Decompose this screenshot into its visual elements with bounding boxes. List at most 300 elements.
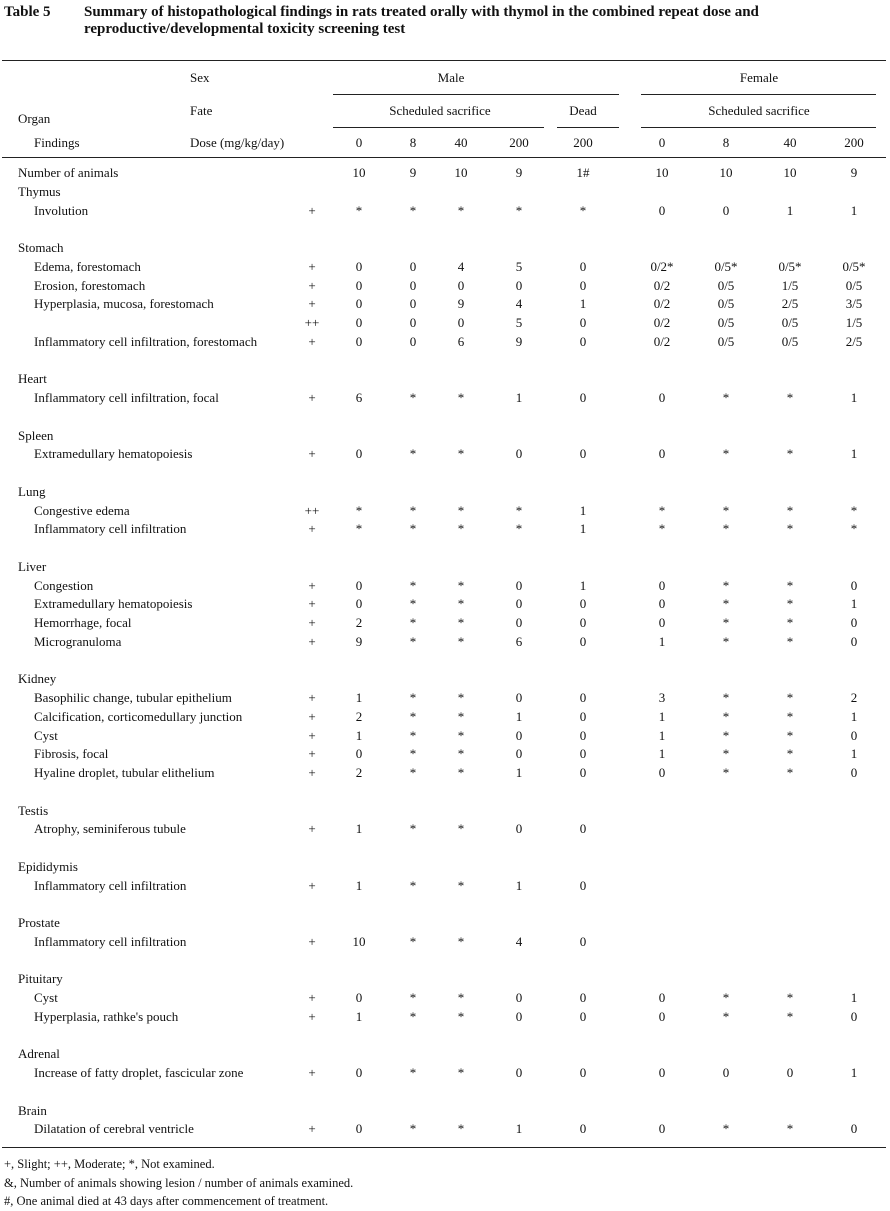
value-cell: * [786, 502, 794, 518]
finding-row [0, 595, 890, 614]
value-cell: 0 [409, 296, 417, 312]
finding-row [0, 989, 890, 1008]
value-cell: * [515, 202, 523, 218]
finding-label: Calcification, corticomedullary junction [34, 708, 243, 724]
grade-cell: + [308, 615, 316, 630]
organ-row [0, 239, 890, 258]
header-sex: Sex [190, 70, 210, 85]
value-cell: 0 [579, 765, 587, 780]
finding-label: Congestion [34, 577, 94, 593]
value-cell: * [355, 502, 363, 518]
finding-row [0, 258, 890, 277]
value-cell: * [722, 577, 730, 593]
value-cell: 1 [355, 690, 363, 705]
value-cell: * [579, 202, 587, 218]
value-cell: 2 [355, 615, 363, 630]
value-cell: 0 [658, 577, 666, 593]
finding-label: Hyperplasia, rathke's pouch [34, 1008, 179, 1024]
organ-label: Brain [18, 1102, 47, 1118]
value-cell: 0 [658, 1008, 666, 1024]
value-cell: * [786, 615, 794, 630]
value-cell: 0 [409, 315, 417, 330]
organ-row [0, 802, 890, 821]
value-cell: * [786, 390, 794, 405]
value-cell: * [515, 521, 523, 537]
finding-row [0, 745, 890, 764]
value-cell: 1 [579, 577, 587, 593]
grade-cell: + [308, 877, 316, 893]
value-cell: * [722, 727, 730, 743]
value-cell: 0/5 [717, 296, 735, 312]
value-cell: 0 [355, 333, 363, 349]
value-cell: 0 [850, 1121, 858, 1137]
value-cell: 0 [409, 277, 417, 293]
value-cell: * [786, 596, 794, 612]
value-cell: 0 [409, 258, 417, 274]
value-cell: * [722, 615, 730, 630]
organ-row [0, 670, 890, 689]
finding-label: Edema, forestomach [34, 258, 141, 274]
value-cell: 0 [515, 577, 523, 593]
finding-label: Fibrosis, focal [34, 746, 109, 762]
grade-cell: + [308, 765, 316, 780]
grade-cell: + [308, 1121, 316, 1137]
grade-cell: + [308, 1008, 316, 1024]
spacer-row [0, 952, 890, 971]
value-cell: 0 [850, 765, 858, 780]
value-cell: 0 [579, 446, 587, 462]
finding-label: Inflammatory cell infiltration [34, 877, 187, 893]
finding-row [0, 689, 890, 708]
value-cell: * [409, 202, 417, 218]
value-cell: 0 [457, 277, 465, 293]
finding-row [0, 633, 890, 652]
value-cell: 0 [515, 821, 523, 837]
organ-row [0, 370, 890, 389]
value-cell: * [850, 521, 858, 537]
organ-row [0, 1102, 890, 1121]
value-cell: * [786, 765, 794, 780]
value-cell: 0 [579, 821, 587, 837]
finding-label: Hyperplasia, mucosa, forestomach [34, 296, 214, 312]
grade-cell: + [308, 633, 316, 649]
value-cell: 0 [355, 258, 363, 274]
organ-row [0, 164, 890, 183]
scheduled-female-rule [641, 127, 876, 128]
finding-label: Cyst [34, 727, 58, 743]
value-cell: * [786, 446, 794, 462]
value-cell: * [355, 202, 363, 218]
organ-label: Adrenal [18, 1046, 60, 1062]
value-cell: 0/5* [714, 258, 738, 274]
organ-label: Epididymis [18, 858, 78, 874]
value-cell: 0/2* [650, 258, 674, 274]
value-cell: * [457, 990, 465, 1005]
value-cell: 0 [658, 615, 666, 630]
finding-row [0, 1064, 890, 1083]
value-cell: * [722, 990, 730, 1005]
value-cell: * [722, 521, 730, 537]
finding-row [0, 1120, 890, 1139]
value-cell: 0 [355, 577, 363, 593]
value-cell: 0/5 [717, 315, 735, 330]
finding-label: Inflammatory cell infiltration, forestomach [34, 333, 258, 349]
value-cell: * [409, 1065, 417, 1080]
value-cell: 0 [850, 577, 858, 593]
value-cell: * [409, 990, 417, 1005]
value-cell: 0 [579, 277, 587, 293]
header-scheduled-female: Scheduled sacrifice [708, 103, 810, 118]
value-cell: 0 [355, 315, 363, 330]
header-dead: Dead [569, 103, 597, 118]
value-cell: * [457, 708, 465, 724]
value-cell: * [722, 690, 730, 705]
value-cell: * [786, 1008, 794, 1024]
finding-row [0, 933, 890, 952]
value-cell: 0 [515, 727, 523, 743]
value-cell: 0 [658, 765, 666, 780]
grade-cell: ++ [304, 315, 320, 330]
value-cell: 1 [658, 727, 666, 743]
value-cell: 10 [454, 165, 468, 180]
value-cell: 0 [355, 446, 363, 462]
header-findings: Findings [34, 135, 80, 150]
grade-cell: + [308, 821, 316, 837]
value-cell: * [409, 708, 417, 724]
value-cell: * [409, 633, 417, 649]
value-cell: 1/5 [781, 277, 799, 293]
value-cell: * [457, 202, 465, 218]
value-cell: 0 [658, 446, 666, 462]
value-cell: 0 [579, 596, 587, 612]
value-cell: 0/5 [781, 333, 799, 349]
value-cell: * [409, 502, 417, 518]
value-cell: 0 [355, 296, 363, 312]
spacer-row [0, 408, 890, 427]
value-cell: * [786, 577, 794, 593]
organ-label: Liver [18, 558, 47, 574]
value-cell: 1 [515, 390, 523, 405]
grade-cell: + [308, 933, 316, 949]
value-cell: 1 [658, 746, 666, 762]
value-cell: 6 [457, 333, 465, 349]
value-cell: * [722, 708, 730, 724]
spacer-row [0, 464, 890, 483]
value-cell: 5 [515, 258, 523, 274]
value-cell: * [786, 633, 794, 649]
value-cell: * [658, 521, 666, 537]
value-cell: 1 [850, 708, 858, 724]
value-cell: * [457, 446, 465, 462]
finding-row [0, 314, 890, 333]
value-cell: 4 [515, 933, 523, 949]
table-label: Table 5 [4, 4, 51, 20]
value-cell: * [457, 633, 465, 649]
value-cell: * [722, 765, 730, 780]
finding-row [0, 277, 890, 296]
organ-label: Prostate [18, 915, 60, 930]
value-cell: 0/5 [717, 333, 735, 349]
value-cell: * [722, 1008, 730, 1024]
value-cell: 1 [658, 708, 666, 724]
finding-label: Dilatation of cerebral ventricle [34, 1121, 194, 1137]
value-cell: 2/5 [781, 296, 799, 312]
grade-cell: + [308, 1065, 316, 1080]
value-cell: 9 [409, 165, 417, 180]
value-cell: 4 [515, 296, 523, 312]
value-cell: 0/2 [653, 296, 671, 312]
spacer-row [0, 783, 890, 802]
value-cell: * [457, 690, 465, 705]
value-cell: 0 [457, 315, 465, 330]
dose-male-8: 8 [409, 135, 417, 150]
value-cell: 1 [515, 765, 523, 780]
finding-row [0, 502, 890, 521]
value-cell: 0 [579, 315, 587, 330]
grade-cell: + [308, 446, 316, 462]
value-cell: 0 [658, 1065, 666, 1080]
value-cell: * [786, 708, 794, 724]
value-cell: 1/5 [845, 315, 863, 330]
value-cell: 2 [355, 708, 363, 724]
value-cell: * [409, 521, 417, 537]
value-cell: * [355, 521, 363, 537]
value-cell: 0 [722, 1065, 730, 1080]
organ-row [0, 427, 890, 446]
value-cell: 4 [457, 258, 465, 274]
value-cell: * [409, 446, 417, 462]
value-cell: 0/5* [778, 258, 802, 274]
value-cell: 1# [576, 165, 590, 180]
spacer-row [0, 652, 890, 671]
value-cell: 0 [850, 615, 858, 630]
value-cell: 5 [515, 315, 523, 330]
value-cell: 0/2 [653, 277, 671, 293]
value-cell: 9 [515, 165, 523, 180]
value-cell: * [409, 1121, 417, 1137]
dose-female-8: 8 [722, 135, 730, 150]
value-cell: 1 [579, 502, 587, 518]
organ-label: Thymus [18, 183, 61, 199]
organ-row [0, 1045, 890, 1064]
finding-row [0, 577, 890, 596]
value-cell: 0 [658, 202, 666, 218]
grade-cell: + [308, 258, 316, 274]
finding-row [0, 202, 890, 221]
table-body [0, 164, 890, 1139]
grade-cell: + [308, 296, 316, 312]
value-cell: 0 [355, 990, 363, 1005]
organ-row [0, 483, 890, 502]
grade-cell: + [308, 990, 316, 1005]
value-cell: 1 [850, 990, 858, 1005]
value-cell: * [409, 390, 417, 405]
finding-row [0, 295, 890, 314]
value-cell: * [457, 727, 465, 743]
grade-cell: + [308, 727, 316, 743]
grade-cell: + [308, 746, 316, 762]
value-cell: 9 [355, 633, 363, 649]
value-cell: 0 [658, 990, 666, 1005]
value-cell: 0 [658, 596, 666, 612]
finding-label: Increase of fatty droplet, fascicular zone [34, 1065, 244, 1080]
value-cell: 1 [850, 596, 858, 612]
dead-rule [557, 127, 619, 128]
footnote: &, Number of animals showing lesion / number of animals examined. [4, 1175, 354, 1190]
value-cell: * [722, 633, 730, 649]
value-cell: 1 [515, 1121, 523, 1137]
grade-cell: + [308, 596, 316, 612]
value-cell: 0 [579, 877, 587, 893]
value-cell: * [722, 390, 730, 405]
finding-row [0, 764, 890, 783]
finding-label: Inflammatory cell infiltration, focal [34, 390, 219, 405]
header-bottom-rule [2, 157, 886, 158]
value-cell: 0 [409, 333, 417, 349]
finding-label: Microgranuloma [34, 633, 122, 649]
spacer-row [0, 839, 890, 858]
organ-row [0, 858, 890, 877]
value-cell: * [409, 690, 417, 705]
value-cell: 9 [850, 165, 858, 180]
finding-label: Cyst [34, 990, 58, 1005]
spacer-row [0, 220, 890, 239]
value-cell: 0 [515, 277, 523, 293]
value-cell: 1 [515, 708, 523, 724]
finding-row [0, 820, 890, 839]
finding-row [0, 614, 890, 633]
value-cell: 0 [850, 1008, 858, 1024]
grade-cell: + [308, 577, 316, 593]
footnote: +, Slight; ++, Moderate; *, Not examined. [4, 1157, 215, 1171]
value-cell: * [457, 390, 465, 405]
footnotes [4, 1155, 353, 1211]
value-cell: 0 [579, 333, 587, 349]
header-organ: Organ [18, 111, 51, 126]
footnote: #, One animal died at 43 days after commencement of treatment. [4, 1194, 329, 1208]
finding-label: Hemorrhage, focal [34, 615, 132, 630]
value-cell: * [722, 746, 730, 762]
spacer-row [0, 1083, 890, 1102]
value-cell: * [409, 821, 417, 837]
value-cell: * [409, 1008, 417, 1024]
value-cell: 1 [786, 202, 794, 218]
value-cell: 10 [719, 165, 733, 180]
dose-female-200: 200 [844, 135, 864, 150]
value-cell: 0 [579, 990, 587, 1005]
organ-label: Stomach [18, 240, 64, 255]
organ-row [0, 970, 890, 989]
value-cell: * [457, 577, 465, 593]
value-cell: * [457, 1008, 465, 1024]
header-fate: Fate [190, 103, 213, 118]
value-cell: 6 [355, 390, 363, 405]
value-cell: * [409, 615, 417, 630]
value-cell: * [457, 1065, 465, 1080]
value-cell: * [409, 746, 417, 762]
finding-row [0, 333, 890, 352]
value-cell: * [457, 1121, 465, 1137]
value-cell: 0 [579, 615, 587, 630]
finding-label: Inflammatory cell infiltration [34, 933, 187, 949]
value-cell: 0 [786, 1065, 794, 1080]
value-cell: * [457, 615, 465, 630]
dose-female-0: 0 [658, 135, 666, 150]
dose-male-40: 40 [454, 135, 468, 150]
grade-cell: + [308, 390, 316, 405]
scheduled-male-rule [333, 127, 544, 128]
value-cell: * [722, 502, 730, 518]
value-cell: 0 [515, 746, 523, 762]
spacer-row [0, 895, 890, 914]
value-cell: 1 [355, 1008, 363, 1024]
value-cell: 0 [515, 596, 523, 612]
value-cell: 10 [783, 165, 797, 180]
value-cell: * [850, 502, 858, 518]
value-cell: 0 [515, 615, 523, 630]
dose-male-200: 200 [509, 135, 529, 150]
value-cell: 0 [355, 746, 363, 762]
value-cell: 0 [579, 390, 587, 405]
grade-cell: + [308, 202, 316, 218]
value-cell: * [457, 933, 465, 949]
value-cell: 1 [850, 446, 858, 462]
value-cell: 3 [658, 690, 666, 705]
value-cell: 0/2 [653, 315, 671, 330]
finding-label: Atrophy, seminiferous tubule [34, 821, 186, 837]
value-cell: 1 [355, 821, 363, 837]
grade-cell: + [308, 521, 316, 537]
value-cell: 1 [850, 746, 858, 762]
value-cell: * [786, 521, 794, 537]
male-span-rule [333, 94, 619, 95]
organ-row [0, 914, 890, 933]
value-cell: 2 [355, 765, 363, 780]
value-cell: 0 [579, 690, 587, 705]
grade-cell: + [308, 690, 316, 705]
value-cell: 1 [579, 521, 587, 537]
value-cell: 0 [515, 446, 523, 462]
value-cell: * [722, 446, 730, 462]
value-cell: 2 [850, 690, 858, 705]
value-cell: 1 [850, 1065, 858, 1080]
organ-row [0, 183, 890, 202]
value-cell: 0 [579, 933, 587, 949]
value-cell: 0 [515, 690, 523, 705]
female-span-rule [641, 94, 876, 95]
value-cell: 9 [457, 296, 465, 312]
value-cell: 0/2 [653, 333, 671, 349]
value-cell: 1 [850, 202, 858, 218]
spacer-row [0, 539, 890, 558]
organ-label: Pituitary [18, 971, 63, 987]
value-cell: 1 [579, 296, 587, 312]
finding-label: Inflammatory cell infiltration [34, 521, 187, 537]
finding-label: Extramedullary hematopoiesis [34, 446, 193, 462]
value-cell: 3/5 [845, 296, 863, 312]
value-cell: 0/5 [717, 277, 735, 293]
header-dose: Dose (mg/kg/day) [190, 135, 285, 150]
value-cell: * [409, 596, 417, 612]
finding-row [0, 727, 890, 746]
value-cell: 0 [579, 1065, 587, 1080]
value-cell: * [457, 521, 465, 537]
value-cell: 1 [850, 390, 858, 405]
table-title: Summary of histopathological findings in rats treated orally with thymol in the combined repeat dose and reproductive/developmental toxicity screening test [84, 4, 759, 37]
value-cell: 2/5 [845, 333, 863, 349]
organ-row [0, 558, 890, 577]
value-cell: * [409, 877, 417, 893]
